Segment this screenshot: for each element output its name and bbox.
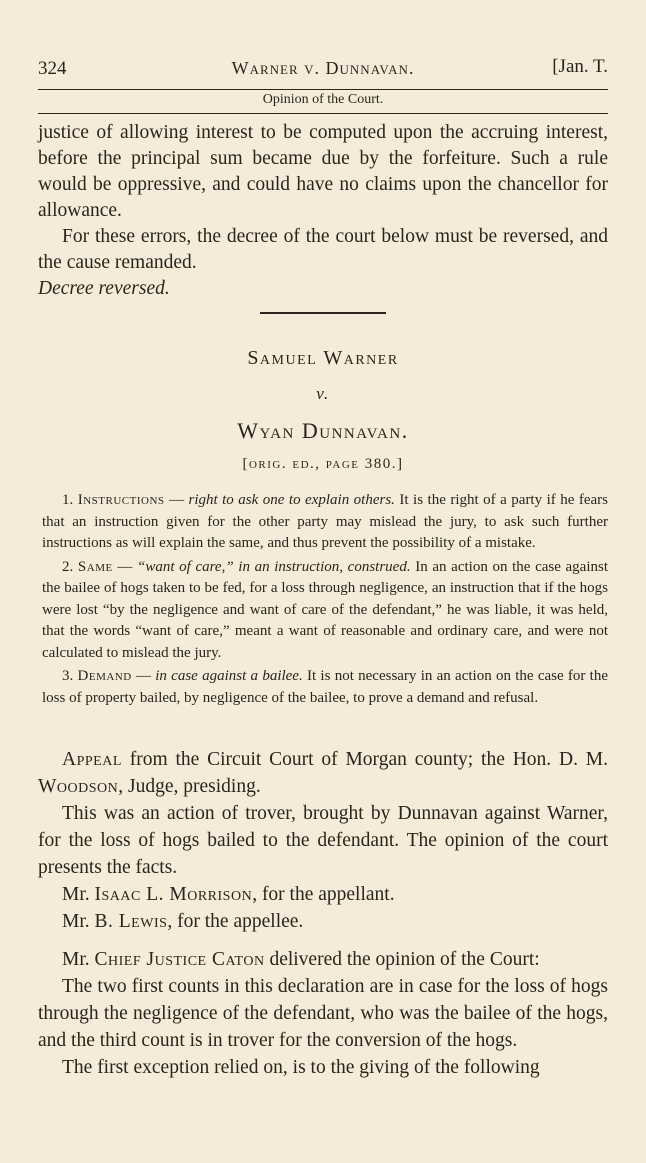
headnote-subject: in case against a bailee.: [155, 668, 303, 684]
header-rule: [38, 89, 608, 90]
headnote: [42, 666, 608, 709]
appeal-text: from the Circuit Court of Morgan county; the Hon. D. M.: [121, 749, 608, 770]
headnote-topic: Demand: [77, 668, 132, 684]
opinion-judge-prefix: Mr.: [62, 949, 95, 970]
opinion-body: [38, 946, 608, 1081]
versus: v.: [316, 384, 330, 403]
headnote-dash: —: [112, 558, 137, 575]
original-edition: [orig. ed., page 380.]: [242, 456, 404, 472]
decree-reversed: Decree reversed.: [38, 278, 170, 299]
headnote-dash: —: [164, 492, 189, 508]
headnote-text: It is not necessary in an action on the case for the loss of property bailed, by negligence of the bailee, to prove a demand and refusal.: [42, 668, 609, 706]
headnote-text: In an action on the case against the bailee of hogs taken to be fed, for a loss through negligence, an instruction that if the hogs were lost “by the negligence and want of care of the defendant,” he was liable, it was held, that the words “want of care,” meant a want of reasonable and ordinary care, and were not calculated to mislead the jury.: [42, 558, 609, 661]
opinion-intro: [38, 946, 608, 973]
headnotes: [42, 490, 608, 711]
opinion-judge-text: delivered the opinion of the Court:: [264, 949, 540, 970]
appeal-lead: Appeal: [62, 749, 122, 770]
term-label: [Jan. T.: [552, 56, 608, 77]
headnote: [42, 557, 608, 665]
headnote-text: It is the right of a party if he fears that an instruction given for the other party may mislead the jury, to ask such further instructions as will explain the same, and thus prevent the possibility of a mistake.: [42, 492, 609, 551]
running-title: Warner v. Dunnavan.: [231, 58, 415, 78]
opinion-judge-title: Chief Justice Caton: [94, 949, 265, 970]
opinion-paragraph-2: The first exception relied on, is to the giving of the following: [62, 1057, 540, 1078]
headnote-number: 2.: [62, 558, 74, 575]
trial-judge-text: , Judge, presiding.: [118, 776, 261, 797]
subheading: Opinion of the Court.: [262, 92, 384, 107]
headnote-subject: “want of care,” in an instruction, construed.: [137, 558, 411, 575]
opinion-paragraph-1: The two first counts in this declaration are in case for the loss of hogs through the negligence of the defendant, who was the bailee of the hogs, and the third count is in trover for the conversion of the hogs.: [38, 976, 608, 1051]
page-number: 324: [38, 58, 67, 79]
appellee-prefix: Mr.: [62, 911, 95, 932]
headnote-subject: right to ask one to explain others.: [188, 492, 395, 508]
trial-judge-name: Woodson: [38, 776, 119, 797]
headnote-number: 3.: [62, 668, 74, 684]
headnote-topic: Instructions: [77, 492, 165, 508]
running-header: [38, 56, 608, 84]
case-statement: [38, 746, 608, 935]
previous-paragraph-2: For these errors, the decree of the court below must be reversed, and the cause remanded.: [38, 226, 608, 273]
headnote-topic: Same: [77, 558, 113, 575]
appellee-counsel: [38, 908, 608, 935]
plaintiff-name: Samuel Warner: [247, 347, 399, 369]
facts-paragraph: This was an action of trover, brought by Dunnavan against Warner, for the loss of hogs bailed to the defendant. The opinion of the court presents the facts.: [38, 803, 608, 878]
previous-paragraph-1: justice of allowing interest to be computed upon the accruing interest, before the principal sum became due by the forfeiture. Such a rule would be oppressive, and could have no claims upon the chancellor for allowance.: [38, 122, 608, 221]
appeal-paragraph: [38, 746, 608, 800]
appellant-role: , for the appellant.: [252, 884, 395, 905]
subheading-rule: [38, 113, 608, 114]
previous-opinion: [38, 120, 608, 302]
headnote-number: 1.: [62, 492, 74, 508]
appellant-name: Isaac L. Morrison: [94, 884, 253, 905]
appellant-prefix: Mr.: [62, 884, 95, 905]
appellee-role: , for the appellee.: [167, 911, 304, 932]
appellee-name: B. Lewis: [94, 911, 168, 932]
appellant-counsel: [38, 881, 608, 908]
defendant-name: Wyan Dunnavan.: [237, 418, 409, 443]
headnote: [42, 490, 608, 555]
section-divider: [260, 312, 386, 314]
headnote-dash: —: [131, 668, 156, 684]
